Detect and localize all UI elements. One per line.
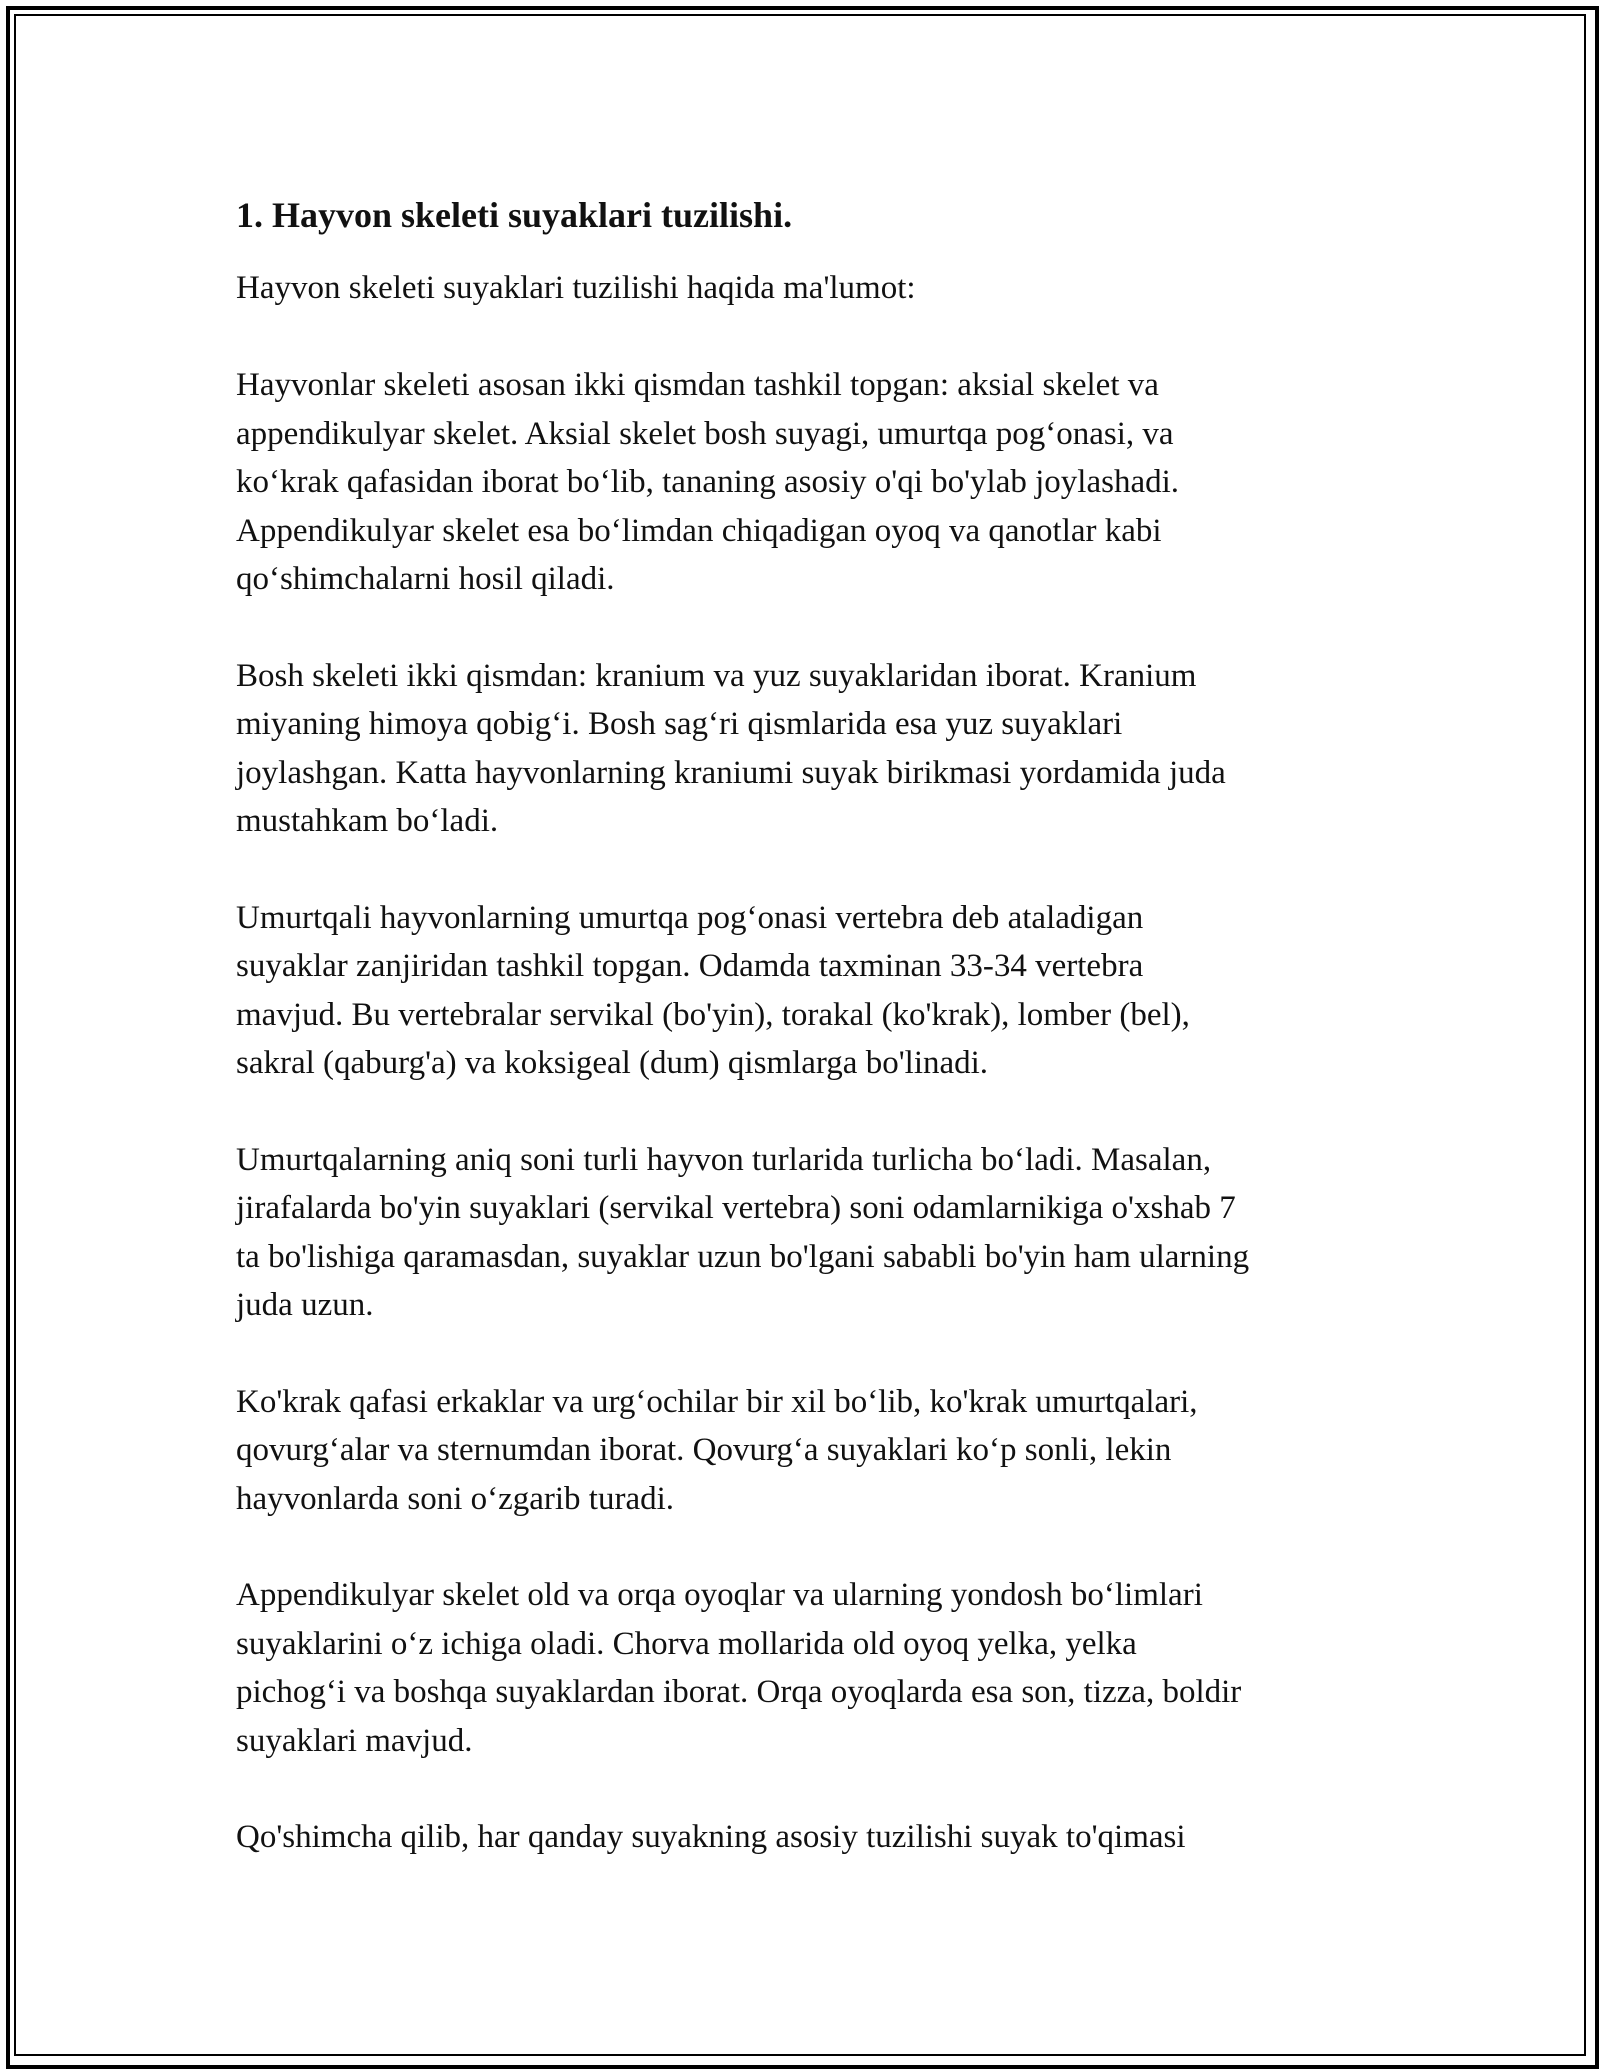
paragraph-line: miyaning himoya qobig‘i. Bosh sag‘ri qismlarida esa yuz suyaklari (236, 706, 1123, 742)
paragraph-line: Appendikulyar skelet old va orqa oyoqlar va ularning yondosh bo‘limlari (236, 1577, 1203, 1613)
paragraph-bone-tissue (236, 1813, 1396, 1862)
section-heading: 1. Hayvon skeleti suyaklari tuzilishi. (236, 195, 793, 235)
paragraph-line: suyaklari mavjud. (236, 1722, 473, 1759)
paragraph-line: juda uzun. (236, 1287, 374, 1323)
paragraph-line: suyaklarini o‘z ichiga oladi. Chorva mollarida old oyoq yelka, yelka (236, 1625, 1137, 1662)
paragraph-line: Qo'shimcha qilib, har qanday suyakning asosiy tuzilishi suyak to'qimasi (236, 1819, 1186, 1855)
paragraph-line: pichog‘i va boshqa suyaklardan iborat. Orqa oyoqlarda esa son, tizza, boldir (236, 1674, 1242, 1710)
paragraph-line: Umurtqali hayvonlarning umurtqa pog‘onasi vertebra deb ataladigan (236, 899, 1144, 936)
paragraph-line: Bosh skeleti ikki qismdan: kranium va yuz suyaklaridan iborat. Kranium (236, 657, 1197, 694)
paragraph-line: mavjud. Bu vertebralar servikal (bo'yin), torakal (ko'krak), lomber (bel), (236, 996, 1190, 1033)
intro-text: Hayvon skeleti suyaklari tuzilishi haqida ma'lumot: (236, 270, 916, 306)
document-body (236, 188, 1396, 1910)
paragraph-line: appendikulyar skelet. Aksial skelet bosh suyagi, umurtqa pog‘onasi, va (236, 415, 1174, 452)
paragraph-line: joylashgan. Katta hayvonlarning kraniumi suyak birikmasi yordamida juda (236, 754, 1226, 791)
paragraph-line: jirafalarda bo'yin suyaklari (servikal vertebra) soni odamlarnikiga o'xshab 7 (236, 1190, 1236, 1226)
paragraph-line: ta bo'lishiga qaramasdan, suyaklar uzun bo'lgani sababli bo'yin ham ularning (236, 1238, 1250, 1275)
paragraph-skeleton-overview (236, 361, 1396, 604)
paragraph-line: Hayvonlar skeleti asosan ikki qismdan tashkil topgan: aksial skelet va (236, 367, 1159, 403)
paragraph-vertebra-count (236, 1136, 1396, 1330)
paragraph-line: mustahkam bo‘ladi. (236, 803, 499, 839)
paragraph-line: qovurg‘alar va sternumdan iborat. Qovurg‘a suyaklari ko‘p sonli, lekin (236, 1432, 1172, 1468)
paragraph-line: ko‘krak qafasidan iborat bo‘lib, tananing asosiy o'qi bo'ylab joylashadi. (236, 464, 1180, 500)
paragraph-line: Appendikulyar skelet esa bo‘limdan chiqadigan oyoq va qanotlar kabi (236, 512, 1162, 549)
paragraph-line: sakral (qaburg'a) va koksigeal (dum) qismlarga bo'linadi. (236, 1045, 989, 1081)
paragraph-rib-cage (236, 1378, 1396, 1524)
paragraph-line: hayvonlarda soni o‘zgarib turadi. (236, 1480, 675, 1517)
paragraph-line: Umurtqalarning aniq soni turli hayvon turlarida turlicha bo‘ladi. Masalan, (236, 1141, 1212, 1178)
paragraph-line: suyaklar zanjiridan tashkil topgan. Odamda taxminan 33-34 vertebra (236, 948, 1144, 984)
paragraph-vertebral-column (236, 894, 1396, 1088)
paragraph-skull (236, 652, 1396, 846)
paragraph-appendicular-skeleton (236, 1571, 1396, 1765)
paragraph-line: qo‘shimchalarni hosil qiladi. (236, 561, 615, 597)
paragraph-line: Ko'krak qafasi erkaklar va urg‘ochilar bir xil bo‘lib, ko'krak umurtqalari, (236, 1383, 1198, 1420)
